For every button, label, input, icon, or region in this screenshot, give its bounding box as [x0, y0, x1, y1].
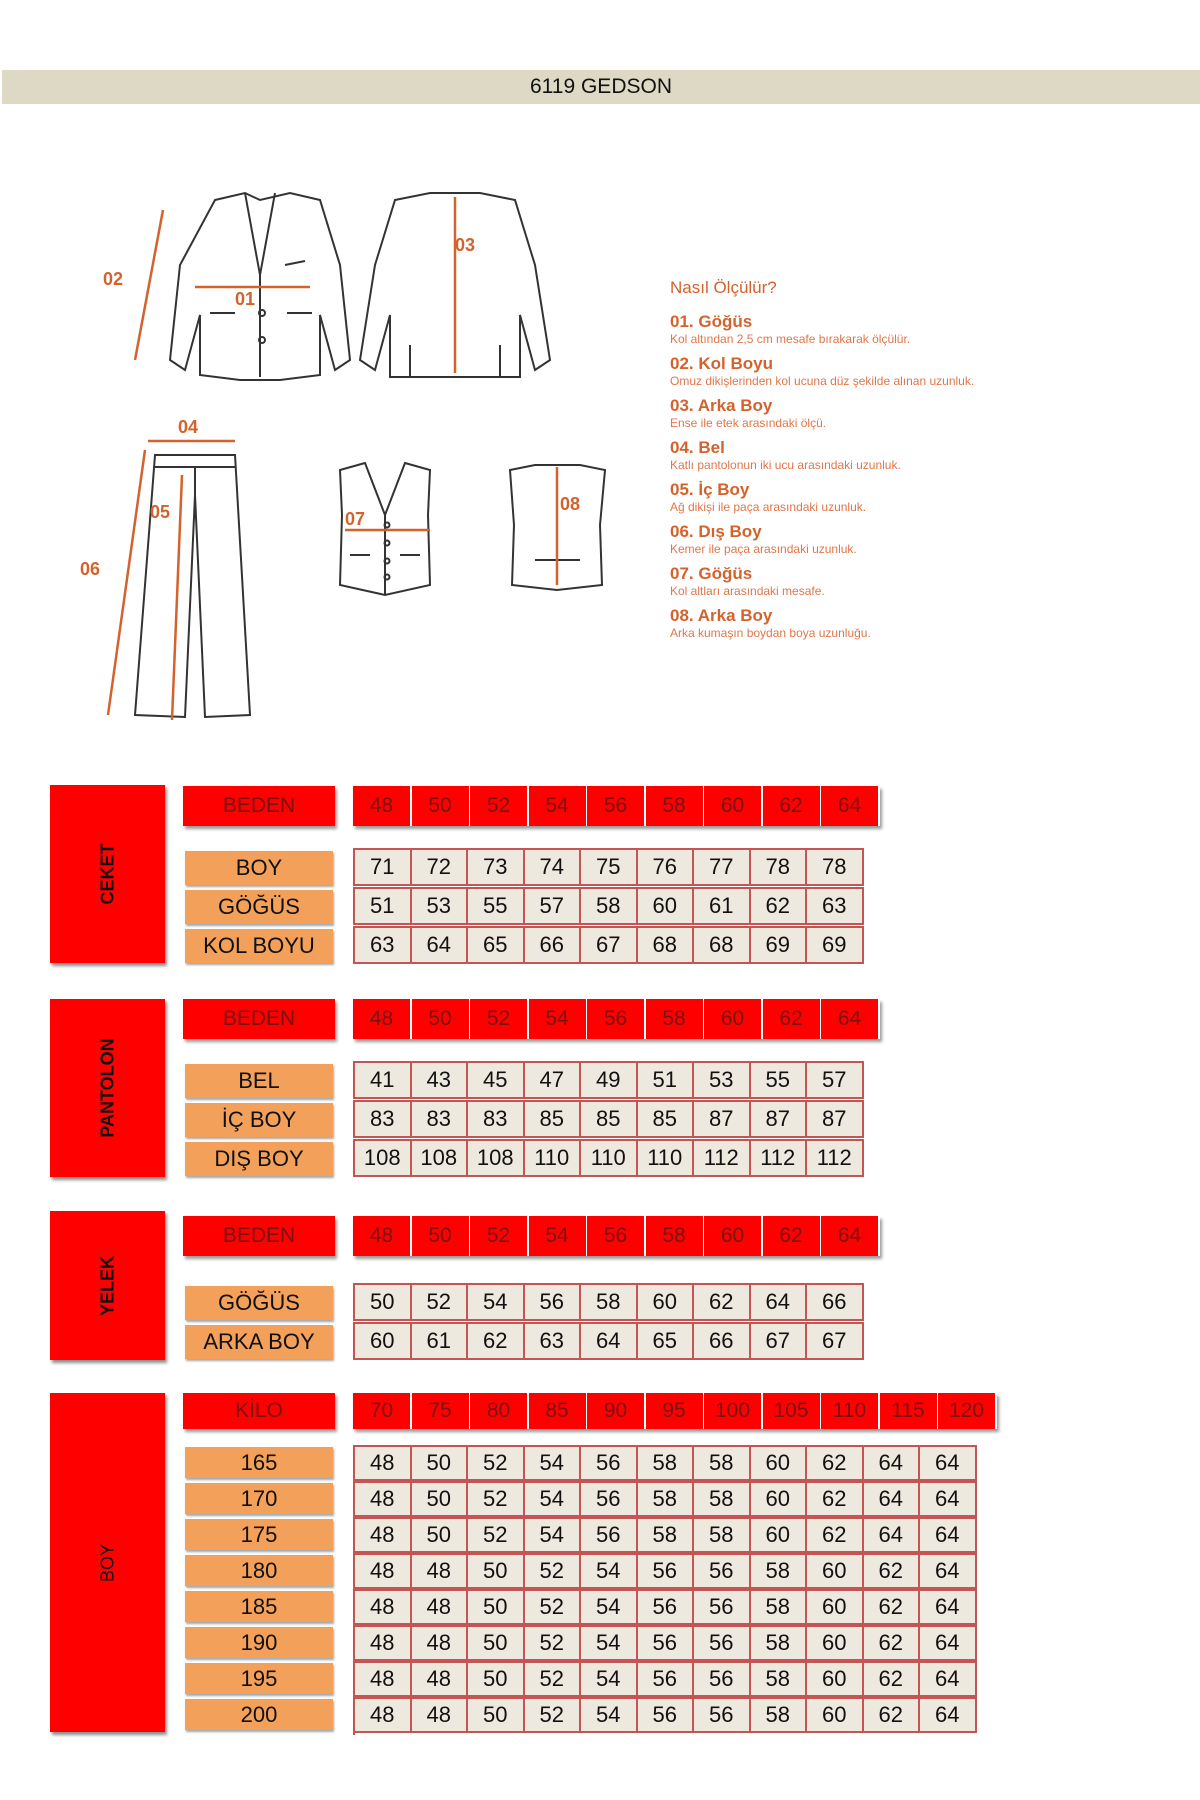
- table-cell: 73: [468, 848, 525, 886]
- figure-label-07: 07: [345, 509, 366, 529]
- table-cell: 64: [412, 926, 469, 964]
- table-cell: 108: [468, 1139, 525, 1177]
- table-cell: 54: [525, 1445, 582, 1481]
- table-cell: 83: [412, 1100, 469, 1138]
- table-cell: 48: [412, 1625, 469, 1661]
- table-cell: 56: [694, 1661, 751, 1697]
- row-label: GÖĞÜS: [185, 890, 333, 924]
- table-row: [353, 1697, 977, 1735]
- size-header-cell: 60: [704, 1216, 761, 1256]
- table-cell: 60: [807, 1697, 864, 1733]
- table-cell: 61: [412, 1322, 469, 1360]
- table-cell: 77: [694, 848, 751, 886]
- table-cell: 50: [412, 1445, 469, 1481]
- table-cell: 61: [694, 887, 751, 925]
- table-cell: 66: [525, 926, 582, 964]
- legend-item-title: 07. Göğüs: [670, 564, 753, 583]
- figure-label-03: 03: [455, 235, 476, 255]
- table-cell: 51: [355, 887, 412, 925]
- table-cell: 52: [468, 1481, 525, 1517]
- legend-heading: Nasıl Ölçülür?: [670, 278, 777, 297]
- size-header-cell: 52: [470, 1216, 527, 1256]
- row-label: DIŞ BOY: [185, 1142, 333, 1176]
- table-cell: 64: [864, 1445, 921, 1481]
- size-header-cell: 58: [646, 1216, 703, 1256]
- table-cell: 56: [581, 1517, 638, 1553]
- size-header-cell: 60: [704, 999, 761, 1039]
- section-label-pantolon: [50, 999, 165, 1177]
- table-cell: 56: [638, 1553, 695, 1589]
- table-cell: 58: [638, 1445, 695, 1481]
- table-cell: 45: [468, 1061, 525, 1099]
- legend-item-title: 05. İç Boy: [670, 480, 750, 499]
- table-cell: 52: [525, 1553, 582, 1589]
- table-cell: 58: [694, 1517, 751, 1553]
- size-header-cell: 52: [470, 999, 527, 1039]
- table-cell: 48: [355, 1625, 412, 1661]
- size-header-row: [353, 999, 880, 1039]
- table-cell: 60: [807, 1553, 864, 1589]
- table-cell: 62: [864, 1661, 921, 1697]
- table-cell: 71: [355, 848, 412, 886]
- table-cell: 50: [412, 1481, 469, 1517]
- table-cell: 60: [751, 1517, 808, 1553]
- row-label: 185: [185, 1591, 333, 1622]
- table-cell: 65: [468, 926, 525, 964]
- table-cell: 53: [694, 1061, 751, 1099]
- size-header-cell: 48: [353, 1216, 410, 1256]
- legend-item-title: 02. Kol Boyu: [670, 354, 773, 373]
- table-cell: 55: [468, 887, 525, 925]
- legend-item-desc: Arka kumaşın boydan boya uzunluğu.: [670, 626, 871, 640]
- figure-label-02: 02: [103, 269, 124, 289]
- table-cell: 49: [581, 1061, 638, 1099]
- table-cell: 54: [525, 1481, 582, 1517]
- table-row: [353, 1481, 977, 1519]
- row-label: GÖĞÜS: [185, 1286, 333, 1320]
- table-cell: 60: [751, 1481, 808, 1517]
- table-cell: 62: [468, 1322, 525, 1360]
- table-cell: 51: [638, 1061, 695, 1099]
- table-cell: 62: [864, 1589, 921, 1625]
- table-cell: 64: [864, 1517, 921, 1553]
- size-header-cell: 58: [646, 999, 703, 1039]
- table-cell: 60: [807, 1625, 864, 1661]
- table-cell: 78: [807, 848, 864, 886]
- figure-label-06: 06: [80, 559, 101, 579]
- row-label: 180: [185, 1555, 333, 1586]
- table-cell: 64: [920, 1481, 977, 1517]
- table-cell: 64: [920, 1661, 977, 1697]
- table-cell: 62: [807, 1517, 864, 1553]
- table-cell: 58: [751, 1589, 808, 1625]
- figure-label-01: 01: [235, 289, 256, 309]
- table-cell: 64: [920, 1589, 977, 1625]
- row-label: 195: [185, 1663, 333, 1694]
- table-cell: 52: [412, 1283, 469, 1321]
- figure-label-04: 04: [178, 417, 199, 437]
- table-cell: 60: [807, 1661, 864, 1697]
- table-cell: 64: [920, 1517, 977, 1553]
- legend-item: [670, 354, 1190, 389]
- table-cell: 48: [355, 1697, 412, 1733]
- measurement-legend: [670, 278, 1190, 648]
- section-title: BOY: [97, 1543, 117, 1582]
- table-row: [353, 1100, 864, 1138]
- size-header-cell: 64: [821, 1216, 878, 1256]
- row-label: ARKA BOY: [185, 1325, 333, 1359]
- size-header-cell: 54: [529, 1216, 586, 1256]
- table-cell: 112: [807, 1139, 864, 1177]
- table-row: [353, 1517, 977, 1555]
- table-cell: 54: [581, 1589, 638, 1625]
- size-header-cell: 60: [704, 786, 761, 826]
- table-cell: 48: [412, 1553, 469, 1589]
- row-label: KOL BOYU: [185, 929, 333, 963]
- table-cell: 67: [581, 926, 638, 964]
- table-cell: 85: [525, 1100, 582, 1138]
- legend-item-title: 01. Göğüs: [670, 312, 753, 331]
- table-cell: 48: [412, 1661, 469, 1697]
- legend-item-desc: Kol altları arasındaki mesafe.: [670, 584, 825, 598]
- legend-item: [670, 522, 1190, 557]
- section-label-boy: [50, 1393, 165, 1732]
- table-cell: 50: [468, 1553, 525, 1589]
- weight-header-cell: 95: [646, 1393, 703, 1429]
- table-cell: 66: [694, 1322, 751, 1360]
- table-cell: 60: [638, 1283, 695, 1321]
- row-label: BOY: [185, 851, 333, 885]
- row-label: 175: [185, 1519, 333, 1550]
- table-cell: 48: [412, 1697, 469, 1733]
- table-cell: 53: [412, 887, 469, 925]
- table-row: [353, 1589, 977, 1627]
- legend-item-desc: Kol altından 2,5 cm mesafe bırakarak ölçülür.: [670, 332, 911, 346]
- table-cell: 58: [694, 1445, 751, 1481]
- table-cell: 69: [807, 926, 864, 964]
- table-cell: 87: [751, 1100, 808, 1138]
- size-header-cell: 62: [763, 999, 820, 1039]
- table-cell: 52: [525, 1625, 582, 1661]
- table-cell: 50: [412, 1517, 469, 1553]
- table-cell: 50: [468, 1697, 525, 1733]
- table-cell: 62: [807, 1445, 864, 1481]
- table-cell: 112: [694, 1139, 751, 1177]
- table-row: [353, 1661, 977, 1699]
- size-header-cell: 54: [529, 999, 586, 1039]
- table-cell: 56: [694, 1625, 751, 1661]
- table-cell: 85: [581, 1100, 638, 1138]
- section-title: CEKET: [97, 843, 117, 905]
- size-header-cell: 62: [763, 786, 820, 826]
- table-cell: 54: [581, 1553, 638, 1589]
- table-cell: 54: [581, 1661, 638, 1697]
- table-cell: 58: [581, 887, 638, 925]
- size-header-cell: 58: [646, 786, 703, 826]
- table-cell: 50: [355, 1283, 412, 1321]
- table-row: [353, 1625, 977, 1663]
- row-label: İÇ BOY: [185, 1103, 333, 1137]
- weight-header-cell: 90: [587, 1393, 644, 1429]
- table-cell: 63: [355, 926, 412, 964]
- size-header-label: BEDEN: [183, 1216, 335, 1256]
- section-title: PANTOLON: [97, 1038, 117, 1138]
- legend-item-title: 08. Arka Boy: [670, 606, 773, 625]
- section-title: YELEK: [97, 1255, 117, 1316]
- size-header-cell: 64: [821, 999, 878, 1039]
- table-cell: 62: [864, 1553, 921, 1589]
- row-label: 170: [185, 1483, 333, 1514]
- legend-item-desc: Ağ dikişi ile paça arasındaki uzunluk.: [670, 500, 867, 514]
- table-cell: 56: [525, 1283, 582, 1321]
- table-cell: 67: [807, 1322, 864, 1360]
- size-header-cell: 56: [587, 786, 644, 826]
- table-cell: 52: [525, 1697, 582, 1733]
- table-cell: 62: [751, 887, 808, 925]
- table-cell: 58: [751, 1697, 808, 1733]
- table-cell: 76: [638, 848, 695, 886]
- table-cell: 48: [355, 1553, 412, 1589]
- legend-item-title: 04. Bel: [670, 438, 725, 457]
- legend-item-desc: Omuz dikişlerinden kol ucuna düz şekilde alınan uzunluk.: [670, 374, 975, 388]
- table-cell: 72: [412, 848, 469, 886]
- table-cell: 56: [694, 1697, 751, 1733]
- legend-item-title: 03. Arka Boy: [670, 396, 773, 415]
- table-cell: 57: [525, 887, 582, 925]
- table-cell: 47: [525, 1061, 582, 1099]
- table-row: [353, 1061, 864, 1099]
- table-cell: 58: [694, 1481, 751, 1517]
- table-cell: 58: [751, 1661, 808, 1697]
- table-cell: 66: [807, 1283, 864, 1321]
- legend-item: [670, 564, 1190, 599]
- weight-header-cell: 75: [412, 1393, 469, 1429]
- legend-item: [670, 606, 1190, 641]
- table-cell: 52: [468, 1445, 525, 1481]
- table-cell: 62: [864, 1697, 921, 1733]
- table-cell: 54: [525, 1517, 582, 1553]
- table-cell: 48: [412, 1589, 469, 1625]
- table-cell: 68: [638, 926, 695, 964]
- table-row: [353, 1445, 977, 1483]
- table-cell: 64: [581, 1322, 638, 1360]
- row-label: 165: [185, 1447, 333, 1478]
- row-label: BEL: [185, 1064, 333, 1098]
- table-row: [353, 887, 864, 925]
- table-cell: 48: [355, 1589, 412, 1625]
- table-cell: 52: [468, 1517, 525, 1553]
- weight-header-cell: 110: [821, 1393, 878, 1429]
- table-row: [353, 926, 864, 964]
- table-cell: 54: [468, 1283, 525, 1321]
- table-cell: 54: [581, 1625, 638, 1661]
- table-row: [353, 1139, 864, 1177]
- table-cell: 64: [864, 1481, 921, 1517]
- table-cell: 52: [525, 1589, 582, 1625]
- table-cell: 110: [638, 1139, 695, 1177]
- legend-item: [670, 396, 1190, 431]
- row-label: 190: [185, 1627, 333, 1658]
- legend-item: [670, 438, 1190, 473]
- table-cell: 56: [638, 1589, 695, 1625]
- table-cell: 83: [468, 1100, 525, 1138]
- weight-header-cell: 100: [704, 1393, 761, 1429]
- table-cell: 63: [807, 887, 864, 925]
- size-header-cell: 62: [763, 1216, 820, 1256]
- table-cell: 62: [807, 1481, 864, 1517]
- section-label-yelek: [50, 1211, 165, 1360]
- table-cell: 41: [355, 1061, 412, 1099]
- table-cell: 64: [920, 1697, 977, 1733]
- legend-item-desc: Ense ile etek arasındaki ölçü.: [670, 416, 827, 430]
- table-cell: 65: [638, 1322, 695, 1360]
- table-row: [353, 1322, 864, 1360]
- table-cell: 112: [751, 1139, 808, 1177]
- weight-header-cell: 120: [938, 1393, 995, 1429]
- table-cell: 83: [355, 1100, 412, 1138]
- legend-item: [670, 480, 1190, 515]
- weight-header-cell: 70: [353, 1393, 410, 1429]
- row-label: 200: [185, 1699, 333, 1730]
- weight-header-row: [353, 1393, 997, 1429]
- table-cell: 108: [412, 1139, 469, 1177]
- size-header-cell: 50: [412, 786, 469, 826]
- table-row: [353, 848, 864, 886]
- table-cell: 56: [638, 1697, 695, 1733]
- table-cell: 110: [581, 1139, 638, 1177]
- table-cell: 48: [355, 1445, 412, 1481]
- table-cell: 52: [525, 1661, 582, 1697]
- table-cell: 62: [864, 1625, 921, 1661]
- table-cell: 64: [920, 1553, 977, 1589]
- figure-label-08: 08: [560, 494, 581, 514]
- table-cell: 50: [468, 1661, 525, 1697]
- size-header-cell: 50: [412, 999, 469, 1039]
- size-header-cell: 52: [470, 786, 527, 826]
- weight-header-cell: 80: [470, 1393, 527, 1429]
- weight-header-cell: 115: [880, 1393, 937, 1429]
- table-cell: 60: [355, 1322, 412, 1360]
- table-cell: 56: [638, 1625, 695, 1661]
- table-cell: 48: [355, 1517, 412, 1553]
- size-header-cell: 64: [821, 786, 878, 826]
- table-cell: 56: [581, 1445, 638, 1481]
- table-cell: 60: [638, 887, 695, 925]
- table-cell: 58: [751, 1625, 808, 1661]
- table-cell: 58: [638, 1481, 695, 1517]
- size-header-cell: 48: [353, 786, 410, 826]
- table-cell: 56: [638, 1661, 695, 1697]
- table-cell: 50: [468, 1589, 525, 1625]
- table-cell: 64: [920, 1625, 977, 1661]
- table-cell: 75: [581, 848, 638, 886]
- size-header-cell: 54: [529, 786, 586, 826]
- size-header-label: BEDEN: [183, 999, 335, 1039]
- size-header-cell: 48: [353, 999, 410, 1039]
- table-cell: 58: [581, 1283, 638, 1321]
- size-header-label: BEDEN: [183, 786, 335, 826]
- table-cell: 68: [694, 926, 751, 964]
- table-cell: 63: [525, 1322, 582, 1360]
- table-cell: 58: [751, 1553, 808, 1589]
- trousers-drawing: [135, 455, 250, 717]
- table-cell: 56: [581, 1481, 638, 1517]
- table-cell: 78: [751, 848, 808, 886]
- size-header-row: [353, 786, 880, 826]
- table-cell: 60: [751, 1445, 808, 1481]
- table-cell: 64: [751, 1283, 808, 1321]
- weight-header-cell: 105: [763, 1393, 820, 1429]
- weight-header-label: KİLO: [183, 1393, 335, 1429]
- legend-item-desc: Kemer ile paça arasındaki uzunluk.: [670, 542, 857, 556]
- table-cell: 43: [412, 1061, 469, 1099]
- size-header-cell: 56: [587, 999, 644, 1039]
- size-header-row: [353, 1216, 880, 1256]
- size-header-cell: 50: [412, 1216, 469, 1256]
- table-cell: 108: [355, 1139, 412, 1177]
- page-title: 6119 GEDSON: [2, 70, 1200, 104]
- table-cell: 60: [807, 1589, 864, 1625]
- weight-header-cell: 85: [529, 1393, 586, 1429]
- legend-item-desc: Katlı pantolonun iki ucu arasındaki uzunluk.: [670, 458, 901, 472]
- table-cell: 85: [638, 1100, 695, 1138]
- table-cell: 67: [751, 1322, 808, 1360]
- size-header-cell: 56: [587, 1216, 644, 1256]
- table-cell: 55: [751, 1061, 808, 1099]
- section-label-ceket: [50, 785, 165, 963]
- table-row: [353, 1283, 864, 1321]
- table-cell: 87: [694, 1100, 751, 1138]
- table-cell: 69: [751, 926, 808, 964]
- table-cell: 54: [581, 1697, 638, 1733]
- table-cell: 56: [694, 1553, 751, 1589]
- table-row: [353, 1553, 977, 1591]
- table-cell: 110: [525, 1139, 582, 1177]
- table-cell: 48: [355, 1661, 412, 1697]
- table-cell: 57: [807, 1061, 864, 1099]
- table-cell: 62: [694, 1283, 751, 1321]
- table-cell: 64: [920, 1445, 977, 1481]
- table-cell: 74: [525, 848, 582, 886]
- table-cell: 56: [694, 1589, 751, 1625]
- legend-item-title: 06. Dış Boy: [670, 522, 762, 541]
- legend-item: [670, 312, 1190, 347]
- table-cell: 50: [468, 1625, 525, 1661]
- table-cell: 48: [355, 1481, 412, 1517]
- table-cell: 87: [807, 1100, 864, 1138]
- figure-label-05: 05: [150, 502, 171, 522]
- table-cell: 58: [638, 1517, 695, 1553]
